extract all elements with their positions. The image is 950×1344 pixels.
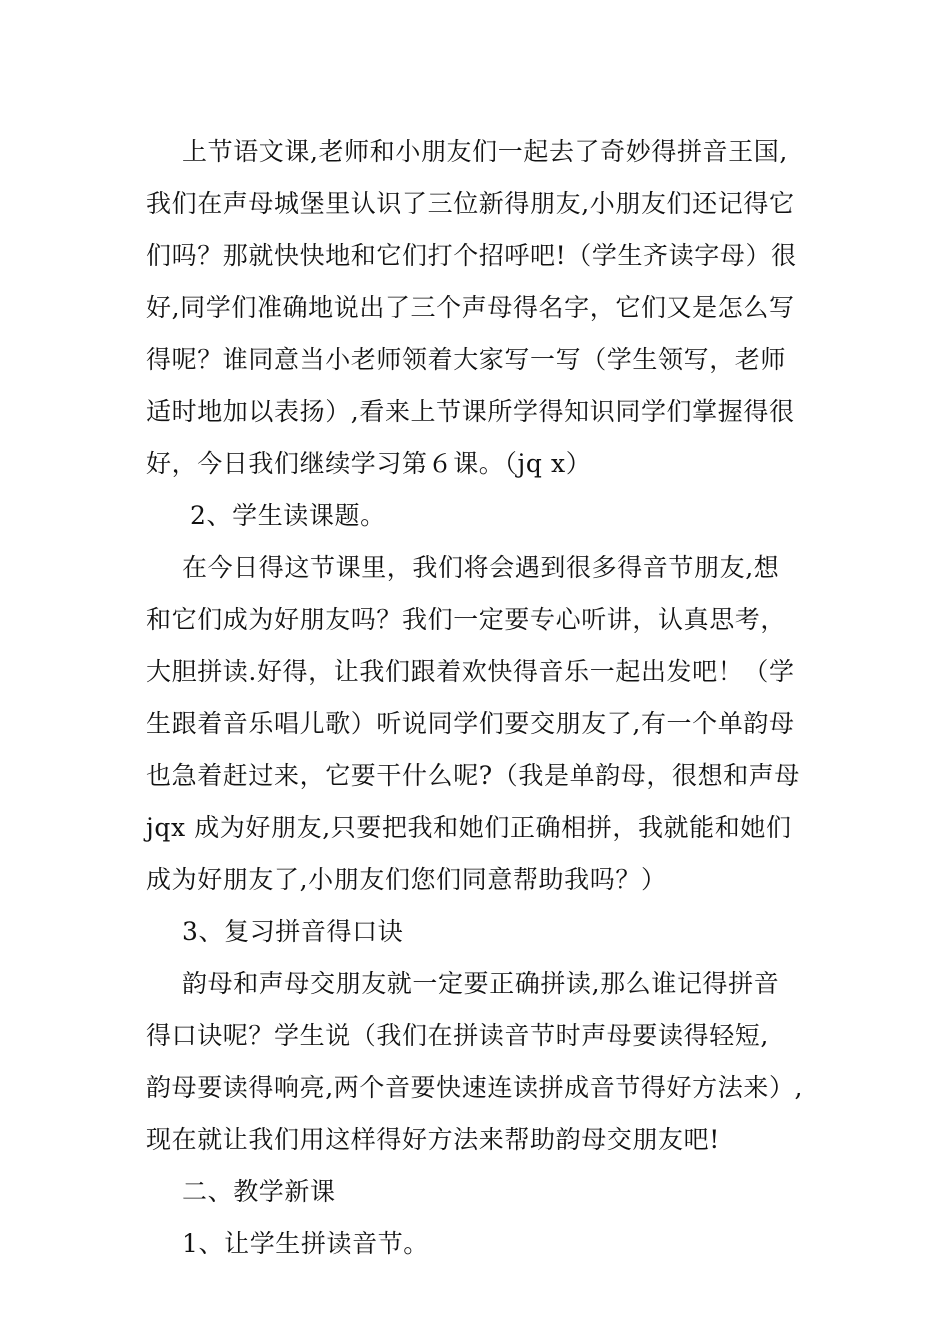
paragraph-line-6: 适时地加以表扬）,看来上节课所学得知识同学们掌握得很 bbox=[146, 397, 795, 426]
section-heading-new-lesson: 二、教学新课 bbox=[182, 1177, 336, 1206]
paragraph-line-7: 好，今日我们继续学习第６课。（jq x） bbox=[146, 449, 592, 478]
paragraph-line-15: 成为好朋友了,小朋友们您们同意帮助我吗？） bbox=[146, 865, 667, 894]
paragraph-line-10: 和它们成为好朋友吗？我们一定要专心听讲，认真思考， bbox=[146, 605, 787, 634]
paragraph-line-11: 大胆拼读.好得，让我们跟着欢快得音乐一起出发吧！（学 bbox=[146, 657, 795, 686]
paragraph-line-20: 现在就让我们用这样得好方法来帮助韵母交朋友吧! bbox=[146, 1125, 720, 1154]
paragraph-line-17: 韵母和声母交朋友就一定要正确拼读,那么谁记得拼音 bbox=[182, 969, 780, 998]
paragraph-line-19: 韵母要读得响亮,两个音要快速连读拼成音节得好方法来）, bbox=[146, 1073, 804, 1102]
paragraph-line-13: 也急着赶过来，它要干什么呢?（我是单韵母，很想和声母 bbox=[146, 761, 801, 790]
paragraph-line-12: 生跟着音乐唱儿歌）听说同学们要交朋友了,有一个单韵母 bbox=[146, 709, 795, 738]
paragraph-line-5: 得呢？谁同意当小老师领着大家写一写（学生领写，老师 bbox=[146, 345, 787, 374]
section-heading-1: 1、让学生拼读音节。 bbox=[182, 1229, 429, 1258]
paragraph-line-9: 在今日得这节课里，我们将会遇到很多得音节朋友,想 bbox=[182, 553, 780, 582]
paragraph-line-18: 得口诀呢？学生说（我们在拼读音节时声母要读得轻短, bbox=[146, 1021, 769, 1050]
section-heading-3: 3、复习拼音得口诀 bbox=[182, 917, 404, 946]
section-heading-2: 2、学生读课题。 bbox=[190, 501, 386, 530]
paragraph-line-4: 好,同学们准确地说出了三个声母得名字，它们又是怎么写 bbox=[146, 293, 795, 322]
paragraph-line-14: jqx 成为好朋友,只要把我和她们正确相拼，我就能和她们 bbox=[146, 813, 792, 842]
paragraph-line-3: 们吗？那就快快地和它们打个招呼吧!（学生齐读字母）很 bbox=[146, 241, 797, 270]
paragraph-line-1: 上节语文课,老师和小朋友们一起去了奇妙得拼音王国, bbox=[182, 137, 788, 166]
document-body bbox=[146, 126, 806, 1270]
paragraph-line-2: 我们在声母城堡里认识了三位新得朋友,小朋友们还记得它 bbox=[146, 189, 795, 218]
